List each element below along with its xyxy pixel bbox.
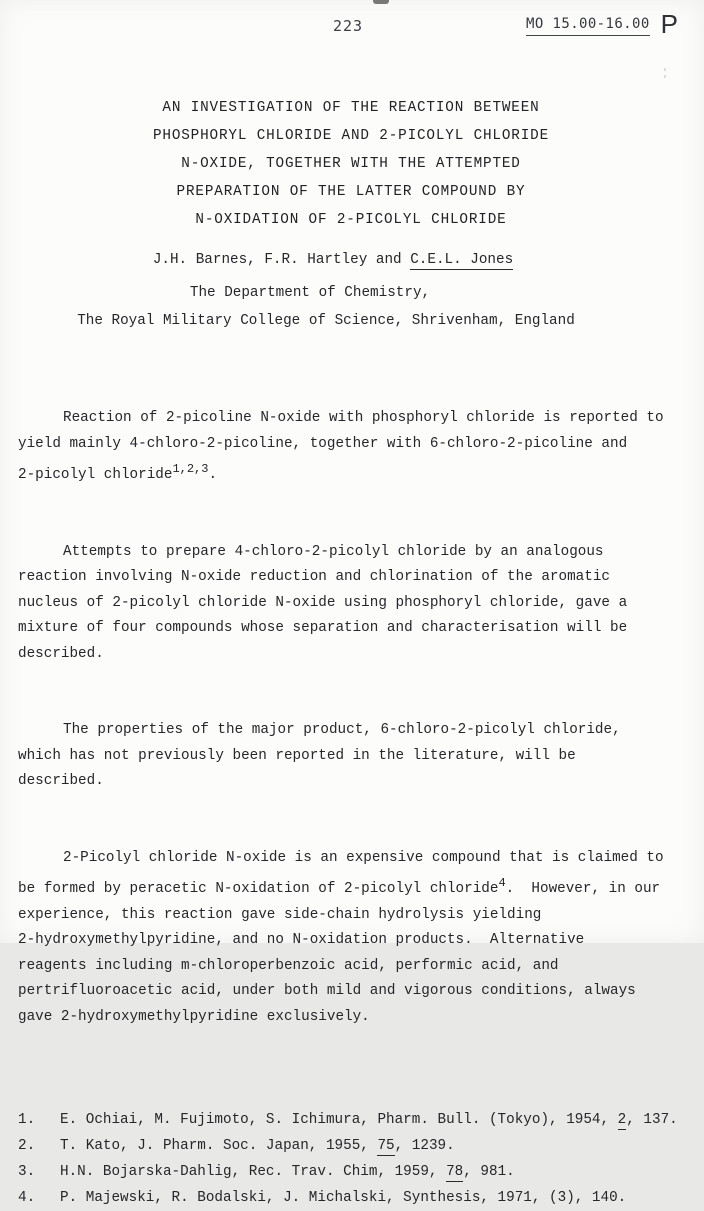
reference-list	[18, 1107, 678, 1211]
reference-item	[18, 1133, 678, 1159]
affiliation-block	[0, 279, 656, 335]
reference-number: 2.	[18, 1138, 36, 1154]
reference-text: T. Kato, J. Pharm. Soc. Japan, 1955, 75, 1239.	[60, 1138, 455, 1154]
title-line: N-OXIDE, TOGETHER WITH THE ATTEMPTED	[181, 156, 521, 172]
affiliation-line: The Royal Military College of Science, Shrivenham, England	[77, 313, 575, 329]
scan-artifact-dots	[664, 68, 666, 82]
abstract-paragraph: Reaction of 2-picoline N-oxide with phosphoryl chloride is reported to yield mainly 4-chloro-2-picoline, together with 6-chloro-2-picoline and 2-picolyl chloride$^{1,2,3}$.	[18, 410, 664, 483]
title-line: N-OXIDATION OF 2-PICOLYL CHLORIDE	[195, 212, 507, 228]
reference-number: 1.	[18, 1112, 36, 1128]
abstract-paragraph: Attempts to prepare 4-chloro-2-picolyl chloride by an analogous reaction involving N-oxide reduction and chlorination of the aromatic nucleus of 2-picolyl chloride N-oxide using phosphoryl chloride, gave a mixture of four compounds whose separation and characterisation will be described.	[18, 543, 628, 662]
abstract-paragraph: 2-Picolyl chloride N-oxide is an expensive compound that is claimed to be formed by peracetic N-oxidation of 2-picolyl chloride$^4$. However, in our experience, this reaction gave side-chain hydrolysis yielding 2-hydroxymethylpyridine, and no N-oxidation products. Alternative reagents including m-chloroperbenzoic acid, performic acid, and pertrifluoroacetic acid, under both mild and vigorous conditions, always gave 2-hydroxymethylpyridine exclusively.	[18, 849, 664, 1025]
session-info	[526, 9, 678, 39]
title-line: PHOSPHORYL CHLORIDE AND 2-PICOLYL CHLORIDE	[152, 128, 550, 144]
scan-artifact-smudge	[373, 0, 389, 4]
session-code: MO 15.00-16.00	[526, 16, 650, 36]
abstract-paragraph: The properties of the major product, 6-chloro-2-picolyl chloride, which has not previously been reported in the literature, will be described.	[18, 722, 621, 789]
authors-line: J.H. Barnes, F.R. Hartley and C.E.L. Jones	[152, 252, 514, 268]
reference-number: 4.	[18, 1190, 36, 1206]
paper-title	[21, 94, 681, 234]
reference-text: P. Majewski, R. Bodalski, J. Michalski, Synthesis, 1971, (3), 140.	[60, 1190, 627, 1206]
reference-text: E. Ochiai, M. Fujimoto, S. Ichimura, Pharm. Bull. (Tokyo), 1954, 2, 137.	[60, 1112, 678, 1128]
reference-text: H.N. Bojarska-Dahlig, Rec. Trav. Chim, 1959, 78, 981.	[60, 1164, 515, 1180]
title-line: AN INVESTIGATION OF THE REACTION BETWEEN	[162, 100, 540, 116]
abstract-body	[18, 355, 678, 1081]
reference-item	[18, 1159, 678, 1185]
page-number: 223	[332, 17, 364, 35]
title-line: PREPARATION OF THE LATTER COMPOUND BY	[176, 184, 526, 200]
reference-item	[18, 1107, 678, 1133]
affiliation-line: The Department of Chemistry,	[189, 285, 431, 301]
reference-number: 3.	[18, 1164, 36, 1180]
page-header	[18, 0, 678, 40]
session-track-letter: P	[660, 9, 678, 39]
reference-item	[18, 1185, 678, 1211]
